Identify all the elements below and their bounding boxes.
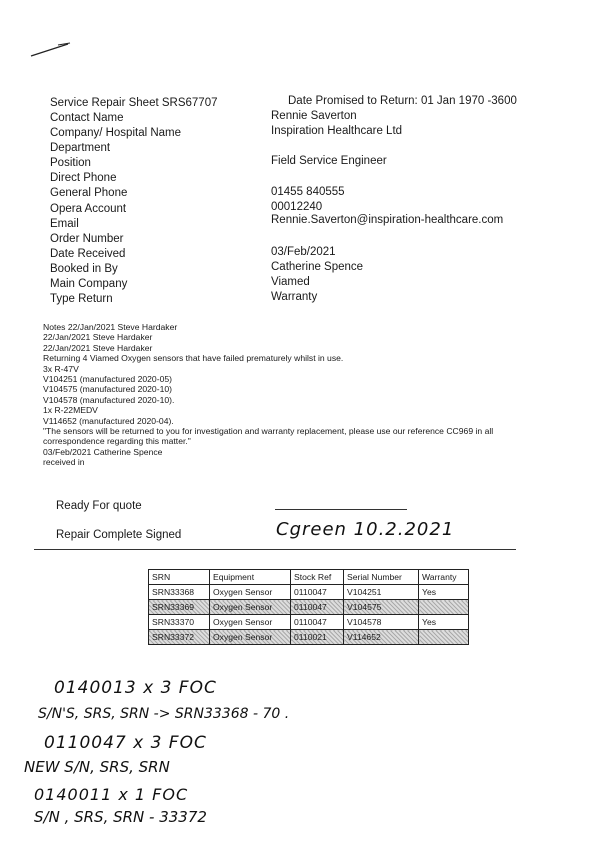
label-general-phone: General Phone [50,187,128,199]
cell-warranty: Yes [419,615,469,630]
cell-stock-ref: 0110047 [291,600,344,615]
value-position: Field Service Engineer [271,155,387,167]
label-department: Department [50,142,111,154]
cell-srn: SRN33369 [149,600,210,615]
value-email: Rennie.Saverton@inspiration-healthcare.com [271,214,504,226]
table-header [149,570,469,585]
label-position: Position [50,157,91,169]
pen-mark [28,40,73,60]
label-order-number: Order Number [50,233,124,245]
repair-complete-signed: Repair Complete Signed [56,529,182,541]
label-date-received: Date Received [50,248,126,260]
note-line: 3x R-47V [43,363,79,374]
cell-equipment: Oxygen Sensor [210,630,291,645]
ready-line [275,509,407,510]
handwritten-line: 0140013 x 3 FOC [54,678,217,698]
header-warranty: Warranty [419,570,469,585]
cell-serial: V114652 [344,630,419,645]
note-line: 22/Jan/2021 Steve Hardaker [43,332,153,343]
note-line: received in [43,457,85,468]
value-contact-name: Rennie Saverton [271,110,357,122]
note-line: Notes 22/Jan/2021 Steve Hardaker [43,322,178,332]
cell-stock-ref: 0110047 [291,615,344,630]
note-line: correspondence regarding this matter." [43,436,191,447]
note-line: V104575 (manufactured 2020-10) [43,384,172,395]
cell-serial: V104251 [344,585,419,600]
cell-equipment: Oxygen Sensor [210,600,291,615]
note-line: Returning 4 Viamed Oxygen sensors that have failed prematurely whilst in use. [43,353,344,364]
label-contact-name: Contact Name [50,112,124,124]
handwritten-line: S/N'S, SRS, SRN -> SRN33368 - 70 . [38,706,290,722]
cell-equipment: Oxygen Sensor [210,585,291,600]
label-main-company: Main Company [50,278,128,290]
cell-equipment: Oxygen Sensor [210,615,291,630]
signature: Cgreen 10.2.2021 [276,519,455,540]
label-opera-account: Opera Account [50,203,127,215]
cell-srn: SRN33372 [149,630,210,645]
value-main-company: Viamed [271,276,310,288]
note-line: V114652 (manufactured 2020-04). [43,415,174,426]
note-line: "The sensors will be returned to you for investigation and warranty replacement, please use our reference CC969 in all [43,426,494,437]
cell-warranty [419,630,469,645]
cell-srn: SRN33368 [149,585,210,600]
value-company: Inspiration Healthcare Ltd [271,125,403,137]
note-line: 22/Jan/2021 Steve Hardaker [43,342,153,353]
table-row [149,600,469,615]
label-type-return: Type Return [50,293,113,305]
sheet-number: Service Repair Sheet SRS67707 [50,97,218,109]
ready-for-quote: Ready For quote [56,500,142,512]
note-line: 1x R-22MEDV [43,405,98,416]
header-stock-ref: Stock Ref [291,570,344,585]
table-row [149,630,469,645]
label-email: Email [50,218,79,230]
cell-serial: V104578 [344,615,419,630]
table-row [149,615,469,630]
value-date-received: 03/Feb/2021 [271,246,336,258]
note-line: V104251 (manufactured 2020-05) [43,374,172,385]
divider [34,549,516,550]
header-serial-number: Serial Number [344,570,419,585]
header-equipment: Equipment [210,570,291,585]
cell-srn: SRN33370 [149,615,210,630]
header-srn: SRN [149,570,210,585]
handwritten-line: 0110047 x 3 FOC [44,733,207,753]
handwritten-line: NEW S/N, SRS, SRN [24,758,170,776]
note-line: V104578 (manufactured 2020-10). [43,394,175,405]
handwritten-line: 0140011 x 1 FOC [34,785,189,804]
cell-warranty: Yes [419,585,469,600]
value-type-return: Warranty [271,291,318,303]
label-booked-by: Booked in By [50,263,118,275]
handwritten-line: S/N , SRS, SRN - 33372 [34,808,207,826]
cell-stock-ref: 0110021 [291,630,344,645]
label-company: Company/ Hospital Name [50,127,182,139]
srn-table [148,569,469,645]
value-opera-account: 00012240 [271,201,323,213]
cell-stock-ref: 0110047 [291,585,344,600]
table-row [149,585,469,600]
date-promised: Date Promised to Return: 01 Jan 1970 -3600 [288,95,517,107]
value-general-phone: 01455 840555 [271,186,345,198]
cell-warranty [419,600,469,615]
notes-block [43,322,493,468]
note-line: 03/Feb/2021 Catherine Spence [43,446,163,457]
label-direct-phone: Direct Phone [50,172,117,184]
cell-serial: V104575 [344,600,419,615]
value-booked-by: Catherine Spence [271,261,364,273]
